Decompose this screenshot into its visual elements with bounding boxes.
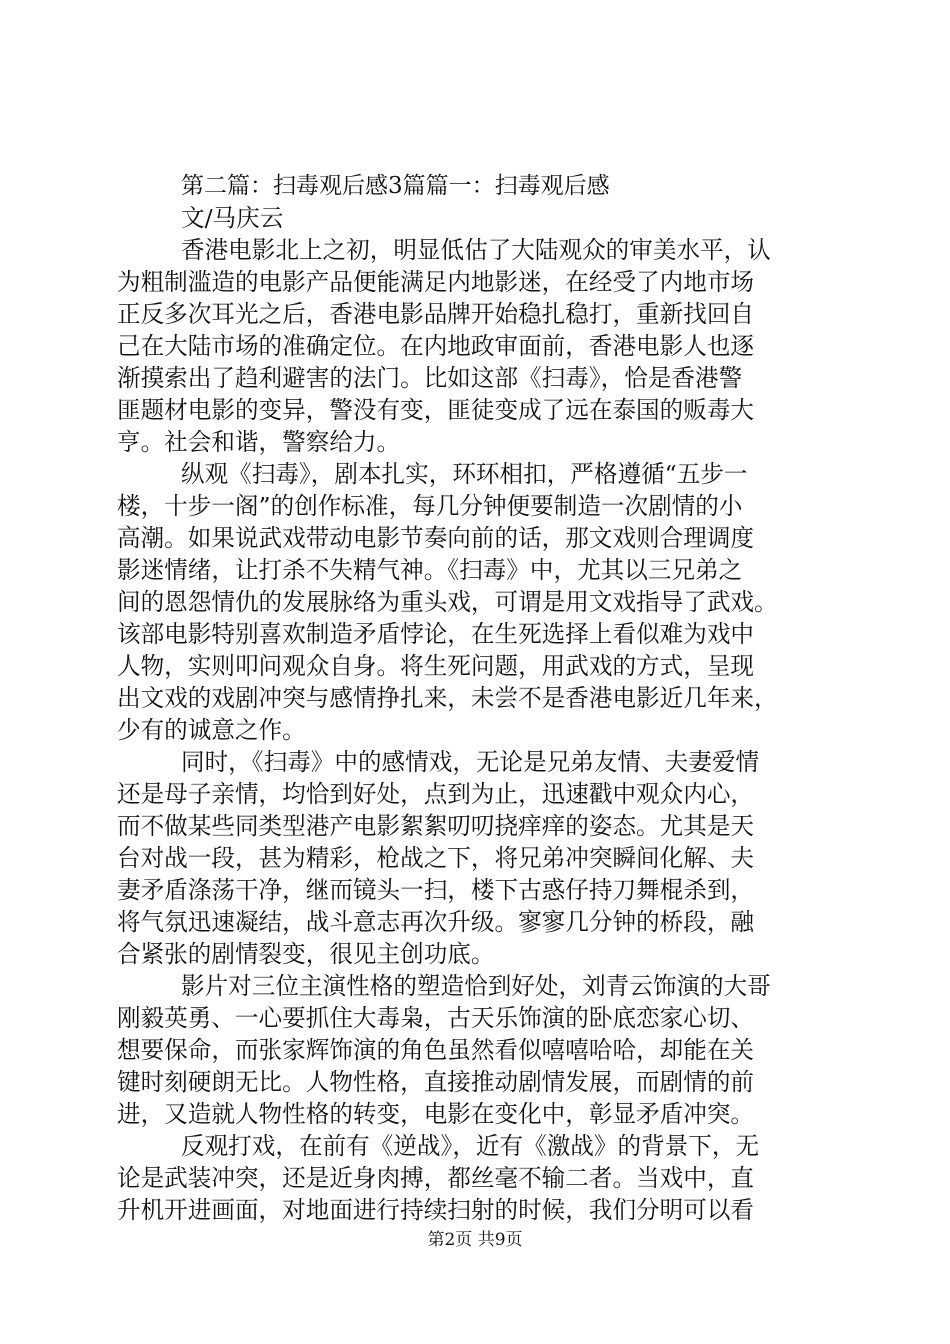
text-line: 亨。社会和谐，警察给力。 (117, 428, 401, 456)
text-line: 同时，《扫毒》中的感情戏，无论是兄弟友情、夫妻爱情 (181, 748, 760, 776)
text-line: 该部电影特别喜欢制造矛盾悖论，在生死选择上看似难为戏中 (117, 620, 755, 648)
text-line: 将气氛迅速凝结，战斗意志再次升级。寥寥几分钟的桥段，融 (117, 908, 755, 936)
text-line: 少有的诚意之作。 (117, 716, 306, 744)
article-text (117, 234, 835, 1226)
text-line: 键时刻硬朗无比。人物性格，直接推动剧情发展，而剧情的前 (117, 1068, 755, 1096)
author-line: 文/马庆云 (181, 204, 284, 232)
text-line: 影片对三位主演性格的塑造恰到好处，刘青云饰演的大哥 (181, 972, 771, 1000)
text-line: 反观打戏，在前有《逆战》，近有《激战》的背景下，无 (181, 1132, 760, 1160)
text-line: 楼，十步一阁”的创作标准，每几分钟便要制造一次剧情的小 (117, 492, 743, 520)
text-line: 妻矛盾涤荡干净，继而镜头一扫，楼下古惑仔持刀舞棍杀到， (117, 876, 755, 904)
text-line: 为粗制滥造的电影产品便能满足内地影迷，在经受了内地市场 (117, 268, 755, 296)
text-line: 人物，实则叩问观众自身。将生死问题，用武戏的方式，呈现 (117, 652, 755, 680)
text-line: 间的恩怨情仇的发展脉络为重头戏，可谓是用文戏指导了武戏。 (117, 588, 778, 616)
text-line: 影迷情绪，让打杀不失精气神。《扫毒》中，尤其以三兄弟之 (117, 556, 743, 584)
text-line: 还是母子亲情，均恰到好处，点到为止，迅速戳中观众内心， (117, 780, 755, 808)
document-body (117, 170, 835, 1226)
text-line: 论是武装冲突，还是近身肉搏，都丝毫不输二者。当戏中，直 (117, 1164, 755, 1192)
text-line: 纵观《扫毒》，剧本扎实，环环相扣，严格遵循“五步一 (181, 460, 748, 488)
text-line: 香港电影北上之初，明显低估了大陆观众的审美水平，认 (181, 236, 771, 264)
text-line: 正反多次耳光之后，香港电影品牌开始稳扎稳打，重新找回自 (117, 300, 755, 328)
text-line: 升机开进画面，对地面进行持续扫射的时候，我们分明可以看 (117, 1196, 755, 1224)
text-line: 匪题材电影的变异，警没有变，匪徒变成了远在泰国的贩毒大 (117, 396, 755, 424)
text-line: 想要保命，而张家辉饰演的角色虽然看似嘻嘻哈哈，却能在关 (117, 1036, 755, 1064)
page-number: 第2页 共9页 (427, 1230, 523, 1250)
text-line: 刚毅英勇、一心要抓住大毒枭，古天乐饰演的卧底恋家心切、 (117, 1004, 755, 1032)
text-line: 己在大陆市场的准确定位。在内地政审面前，香港电影人也逐 (117, 332, 755, 360)
text-line: 出文戏的戏剧冲突与感情挣扎来，未尝不是香港电影近几年来， (117, 684, 778, 712)
text-line: 高潮。如果说武戏带动电影节奏向前的话，那文戏则合理调度 (117, 524, 755, 552)
document-title: 第二篇：扫毒观后感3篇篇一：扫毒观后感 (181, 173, 610, 199)
text-line: 而不做某些同类型港产电影絮絮叨叨挠痒痒的姿态。尤其是天 (117, 812, 755, 840)
text-line: 合紧张的剧情裂变，很见主创功底。 (117, 940, 495, 968)
text-line: 渐摸索出了趋利避害的法门。比如这部《扫毒》，恰是香港警 (117, 364, 743, 392)
text-line: 进，又造就人物性格的转变，电影在变化中，彰显矛盾冲突。 (117, 1100, 755, 1128)
text-line: 台对战一段，甚为精彩，枪战之下，将兄弟冲突瞬间化解、夫 (117, 844, 755, 872)
